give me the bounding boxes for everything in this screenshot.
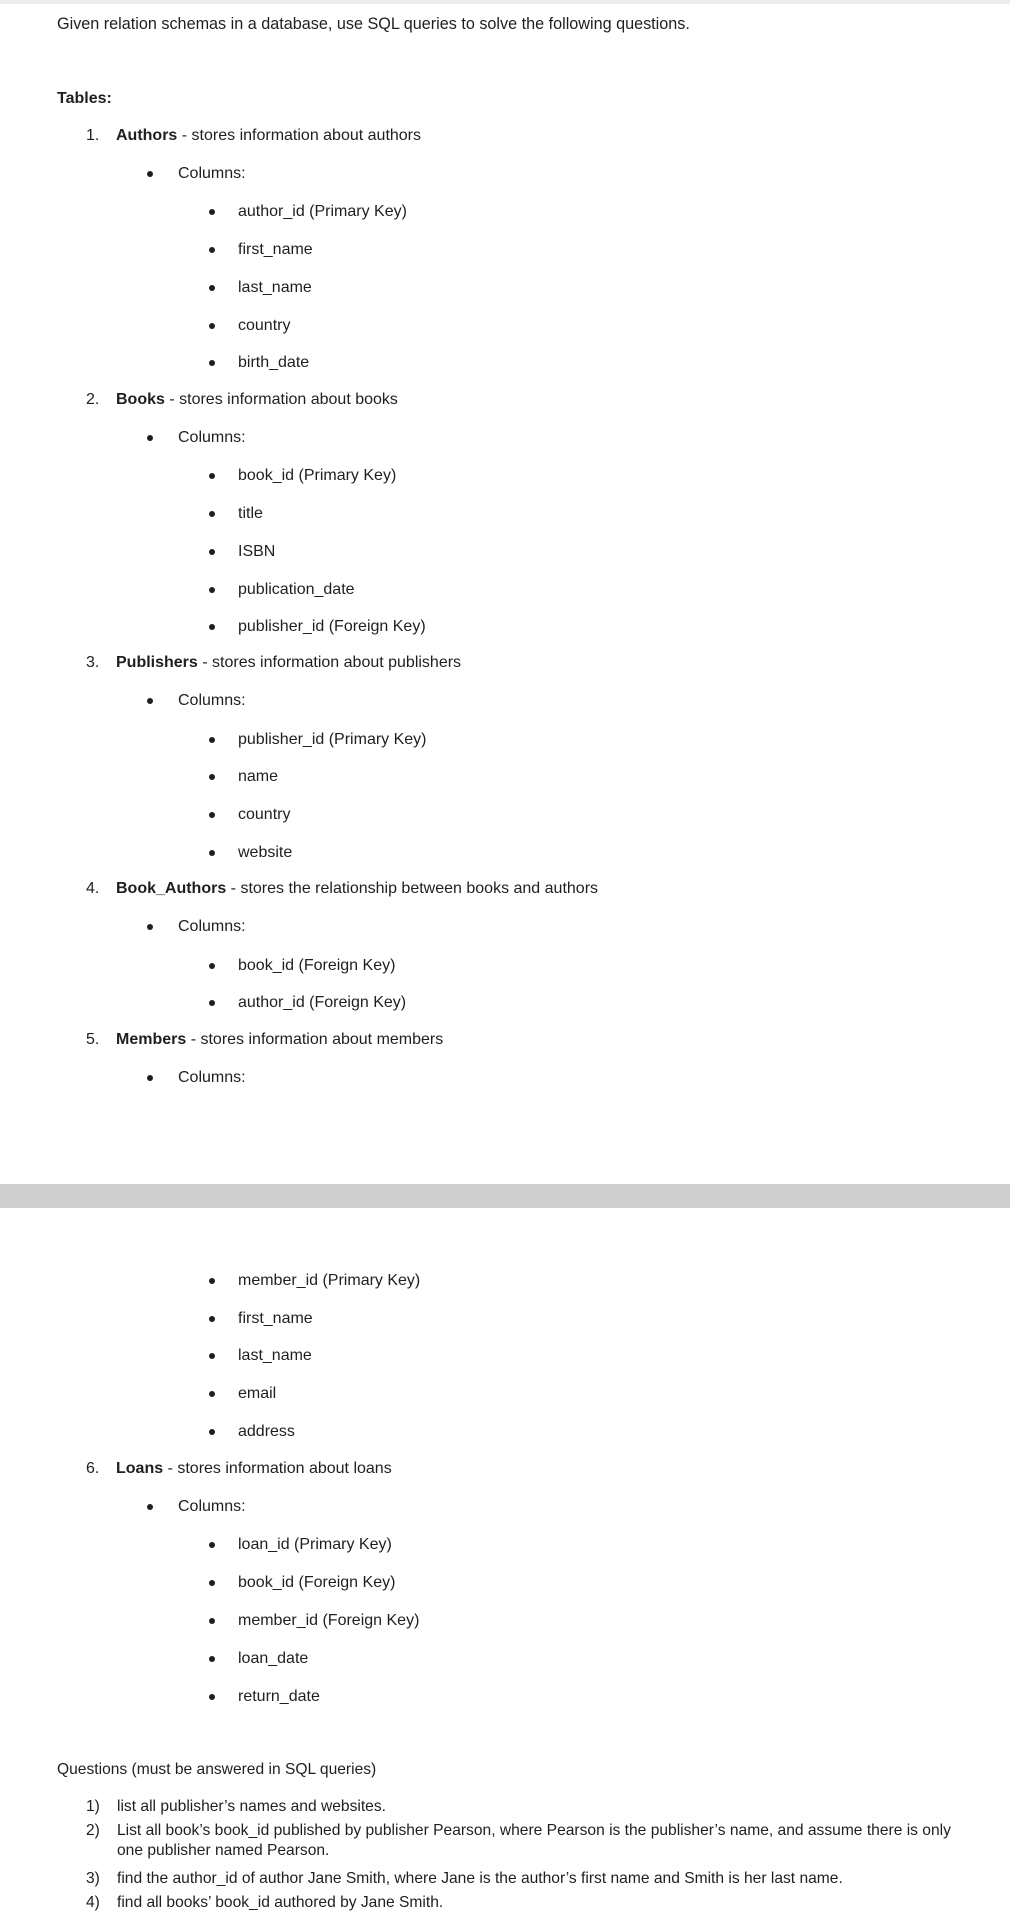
bullet-icon [209, 1542, 215, 1548]
columns-label: Columns: [178, 1069, 246, 1086]
column-item: book_id (Foreign Key) [238, 957, 396, 974]
bullet-icon [209, 247, 215, 253]
table-number: 2. [86, 391, 100, 408]
table-name: Publishers [116, 654, 198, 671]
column-item: book_id (Foreign Key) [238, 1574, 396, 1591]
question-number: 2) [86, 1822, 100, 1839]
column-item: first_name [238, 1310, 313, 1327]
bullet-icon [209, 473, 215, 479]
bullet-icon [209, 1429, 215, 1435]
bullet-icon [209, 209, 215, 215]
questions-heading: Questions (must be answered in SQL queries) [57, 1761, 377, 1778]
question-number: 4) [86, 1894, 100, 1911]
columns-label: Columns: [178, 429, 246, 446]
table-heading-books [86, 390, 398, 410]
column-item: last_name [238, 279, 312, 296]
bullet-icon [209, 549, 215, 555]
bullet-icon [209, 360, 215, 366]
question-item [86, 1821, 977, 1861]
table-heading-loans [86, 1459, 392, 1479]
column-item: author_id (Foreign Key) [238, 994, 407, 1011]
table-name: Members [116, 1031, 187, 1048]
bullet-icon [209, 323, 215, 329]
column-item: country [238, 806, 291, 823]
columns-label: Columns: [178, 692, 246, 709]
question-item [86, 1893, 977, 1913]
columns-label: Columns: [178, 1498, 246, 1515]
column-item: country [238, 317, 291, 334]
column-item: birth_date [238, 354, 310, 371]
intro-text: Given relation schemas in a database, use SQL queries to solve the following questions. [57, 15, 690, 33]
columns-label: Columns: [178, 165, 246, 182]
table-name: Books [116, 391, 165, 408]
column-item: website [238, 844, 293, 861]
column-item: ISBN [238, 543, 276, 560]
column-item: member_id (Primary Key) [238, 1272, 421, 1289]
bullet-icon [147, 1504, 153, 1510]
column-item: loan_date [238, 1650, 309, 1667]
bullet-icon [209, 624, 215, 630]
bullet-icon [209, 1278, 215, 1284]
column-item: member_id (Foreign Key) [238, 1612, 420, 1629]
bullet-icon [209, 774, 215, 780]
table-number: 5. [86, 1031, 100, 1048]
bullet-icon [209, 1580, 215, 1586]
question-item [86, 1869, 977, 1889]
bullet-icon [209, 737, 215, 743]
bullet-icon [209, 1618, 215, 1624]
column-item: email [238, 1385, 277, 1402]
column-item: publisher_id (Foreign Key) [238, 618, 426, 635]
column-item: return_date [238, 1688, 320, 1705]
bullet-icon [209, 963, 215, 969]
column-item: loan_id (Primary Key) [238, 1536, 392, 1553]
table-heading-book-authors [86, 879, 598, 899]
table-name: Authors [116, 127, 178, 144]
column-item: publication_date [238, 581, 355, 598]
table-description: - stores information about publishers [197, 654, 462, 671]
table-description: - stores information about loans [163, 1460, 392, 1477]
table-name: Book_Authors [116, 880, 227, 897]
table-description: - stores information about members [186, 1031, 444, 1048]
table-description: - stores the relationship between books and authors [226, 880, 599, 897]
table-number: 4. [86, 880, 100, 897]
page-break-divider [0, 1184, 1010, 1208]
question-number: 3) [86, 1870, 100, 1887]
bullet-icon [209, 511, 215, 517]
bullet-icon [147, 435, 153, 441]
column-item: book_id (Primary Key) [238, 467, 397, 484]
question-text: find the author_id of author Jane Smith, where Jane is the author’s first name and Smith is her last name. [117, 1870, 843, 1887]
table-description: - stores information about books [164, 391, 398, 408]
bullet-icon [209, 1694, 215, 1700]
question-text: List all book’s book_id published by publisher Pearson, where Pearson is the publisher’s name, and assume there is only one publisher named Pearson. [117, 1822, 951, 1859]
bullet-icon [209, 1656, 215, 1662]
table-heading-publishers [86, 653, 461, 673]
question-text: find all books’ book_id authored by Jane Smith. [117, 1894, 444, 1911]
table-description: - stores information about authors [177, 127, 422, 144]
question-text: list all publisher’s names and websites. [117, 1798, 386, 1815]
bullet-icon [147, 698, 153, 704]
columns-label: Columns: [178, 918, 246, 935]
table-name: Loans [116, 1460, 164, 1477]
top-edge [0, 0, 1010, 4]
bullet-icon [147, 171, 153, 177]
bullet-icon [209, 850, 215, 856]
table-number: 1. [86, 127, 100, 144]
bullet-icon [209, 1000, 215, 1006]
table-number: 6. [86, 1460, 100, 1477]
column-item: publisher_id (Primary Key) [238, 731, 427, 748]
bullet-icon [147, 1075, 153, 1081]
column-item: author_id (Primary Key) [238, 203, 407, 220]
table-number: 3. [86, 654, 100, 671]
column-item: address [238, 1423, 295, 1440]
bullet-icon [147, 924, 153, 930]
bullet-icon [209, 587, 215, 593]
bullet-icon [209, 1391, 215, 1397]
bullet-icon [209, 285, 215, 291]
table-heading-members [86, 1030, 443, 1050]
bullet-icon [209, 1316, 215, 1322]
bullet-icon [209, 1353, 215, 1359]
column-item: name [238, 768, 279, 785]
column-item: title [238, 505, 263, 522]
column-item: last_name [238, 1347, 312, 1364]
table-heading-authors [86, 126, 421, 146]
question-number: 1) [86, 1798, 100, 1815]
bullet-icon [209, 812, 215, 818]
column-item: first_name [238, 241, 313, 258]
question-item [86, 1797, 977, 1817]
tables-heading: Tables: [57, 90, 112, 107]
